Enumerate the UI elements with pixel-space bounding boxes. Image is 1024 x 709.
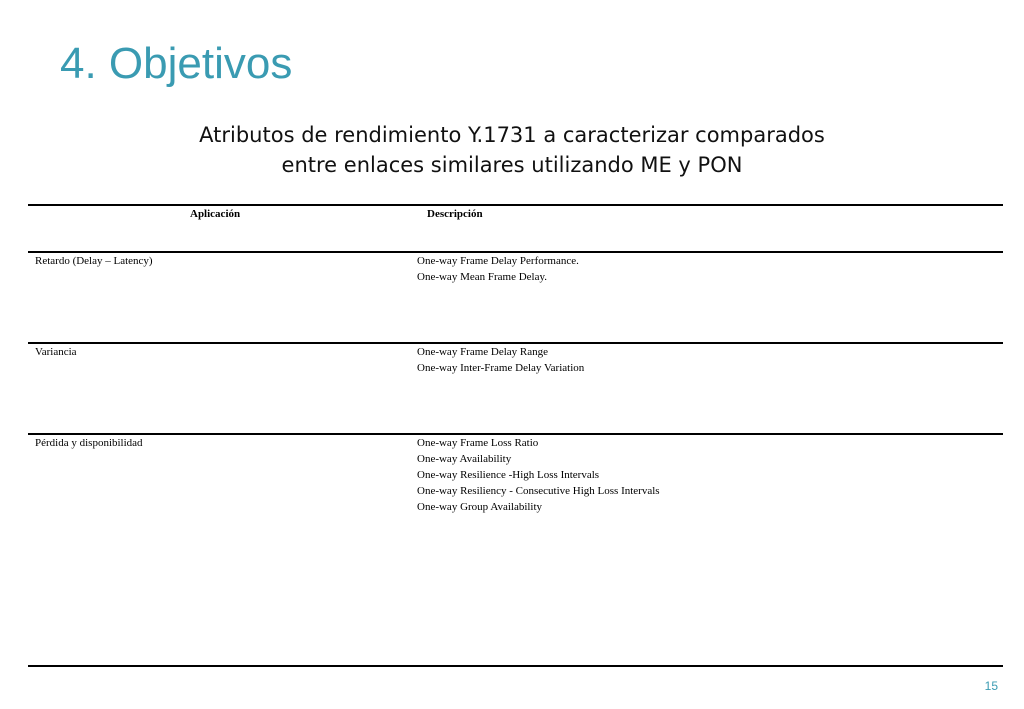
column-header-description: Descripción [427, 208, 483, 220]
description-item: One-way Frame Loss Ratio [417, 437, 539, 449]
description-item: One-way Frame Delay Performance. [417, 255, 579, 267]
table-top-rule [28, 204, 1003, 206]
description-item: One-way Frame Delay Range [417, 346, 549, 358]
description-item: One-way Group Availability [417, 501, 543, 513]
description-item: One-way Resiliency - Consecutive High Loss Intervals [417, 485, 660, 497]
slide-title: 4. Objetivos [60, 39, 293, 88]
description-item: One-way Resilience -High Loss Intervals [417, 469, 600, 481]
row-application-label: Retardo (Delay – Latency) [35, 255, 153, 267]
row-description-list [417, 344, 584, 376]
description-item: One-way Mean Frame Delay. [417, 271, 548, 283]
description-item: One-way Inter-Frame Delay Variation [417, 362, 585, 374]
row-application-label: Pérdida y disponibilidad [35, 437, 143, 449]
slide-subtitle [112, 120, 912, 180]
row-description-list [417, 253, 579, 285]
row-description-list [417, 435, 660, 515]
subtitle-line-2: entre enlaces similares utilizando ME y PON [281, 153, 743, 177]
page-number: 15 [984, 679, 998, 693]
description-item: One-way Availability [417, 453, 512, 465]
subtitle-line-1: Atributos de rendimiento Y.1731 a caracterizar comparados [199, 123, 825, 147]
row-application-label: Variancia [35, 346, 77, 358]
table-bottom-rule [28, 665, 1003, 667]
column-header-application: Aplicación [190, 208, 241, 220]
